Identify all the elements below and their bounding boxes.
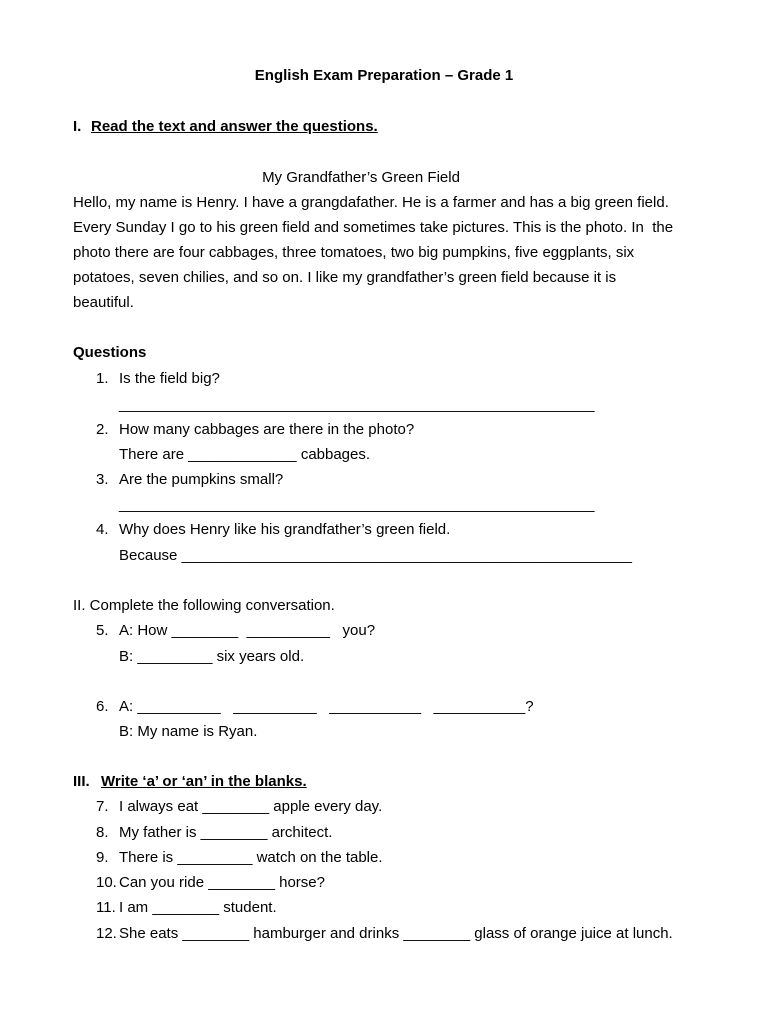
story-line: beautiful. xyxy=(73,294,134,311)
question-number: 1. xyxy=(96,370,109,387)
story-line: photo there are four cabbages, three tomatoes, two big pumpkins, five eggplants, six xyxy=(73,244,635,261)
question-number: 5. xyxy=(96,622,109,639)
section-1-number: I. xyxy=(73,118,82,135)
fill-blank-sentence[interactable]: My father is ________ architect. xyxy=(119,824,333,841)
fill-blank-sentence[interactable]: There is _________ watch on the table. xyxy=(119,849,383,866)
question-text: Are the pumpkins small? xyxy=(119,471,284,488)
question-number: 2. xyxy=(96,421,109,438)
section-3-number: III. xyxy=(73,773,90,790)
answer-blank[interactable]: Because ______________________________________________________ xyxy=(119,547,633,564)
question-number: 6. xyxy=(96,698,109,715)
page-title: English Exam Preparation – Grade 1 xyxy=(254,67,514,84)
section-2-heading: II. Complete the following conversation. xyxy=(73,597,335,614)
question-text: How many cabbages are there in the photo? xyxy=(119,421,415,438)
section-1-heading: Read the text and answer the questions. xyxy=(91,118,378,135)
conversation-line-b: B: My name is Ryan. xyxy=(119,723,258,740)
question-number: 9. xyxy=(96,849,109,866)
question-number: 10. xyxy=(96,874,117,891)
story-line: Every Sunday I go to his green field and sometimes take pictures. This is the photo. In the xyxy=(73,219,674,236)
question-number: 3. xyxy=(96,471,109,488)
question-number: 11. xyxy=(96,899,116,916)
answer-blank[interactable]: _________________________________________________________ xyxy=(119,396,595,413)
conversation-line-a[interactable]: A: __________ __________ ___________ ___________? xyxy=(119,698,534,715)
fill-blank-sentence[interactable]: She eats ________ hamburger and drinks ________ glass of orange juice at lunch. xyxy=(119,925,673,942)
story-line: potatoes, seven chilies, and so on. I like my grandfather’s green field because it is xyxy=(73,269,617,286)
story-title: My Grandfather’s Green Field xyxy=(262,169,460,186)
fill-blank-sentence[interactable]: I am ________ student. xyxy=(119,899,277,916)
question-number: 4. xyxy=(96,521,109,538)
conversation-line-a[interactable]: A: How ________ __________ you? xyxy=(119,622,376,639)
answer-blank[interactable]: There are _____________ cabbages. xyxy=(119,446,371,463)
question-text: Why does Henry like his grandfather’s green field. xyxy=(119,521,451,538)
conversation-line-b[interactable]: B: _________ six years old. xyxy=(119,648,305,665)
question-number: 8. xyxy=(96,824,109,841)
question-number: 7. xyxy=(96,798,109,815)
questions-heading: Questions xyxy=(73,344,147,361)
question-number: 12. xyxy=(96,925,117,942)
section-3-heading: Write ‘a’ or ‘an’ in the blanks. xyxy=(101,773,307,790)
question-text: Is the field big? xyxy=(119,370,220,387)
fill-blank-sentence[interactable]: Can you ride ________ horse? xyxy=(119,874,325,891)
story-line: Hello, my name is Henry. I have a grangdafather. He is a farmer and has a big green field. xyxy=(73,194,669,211)
fill-blank-sentence[interactable]: I always eat ________ apple every day. xyxy=(119,798,383,815)
answer-blank[interactable]: _________________________________________________________ xyxy=(119,496,595,513)
